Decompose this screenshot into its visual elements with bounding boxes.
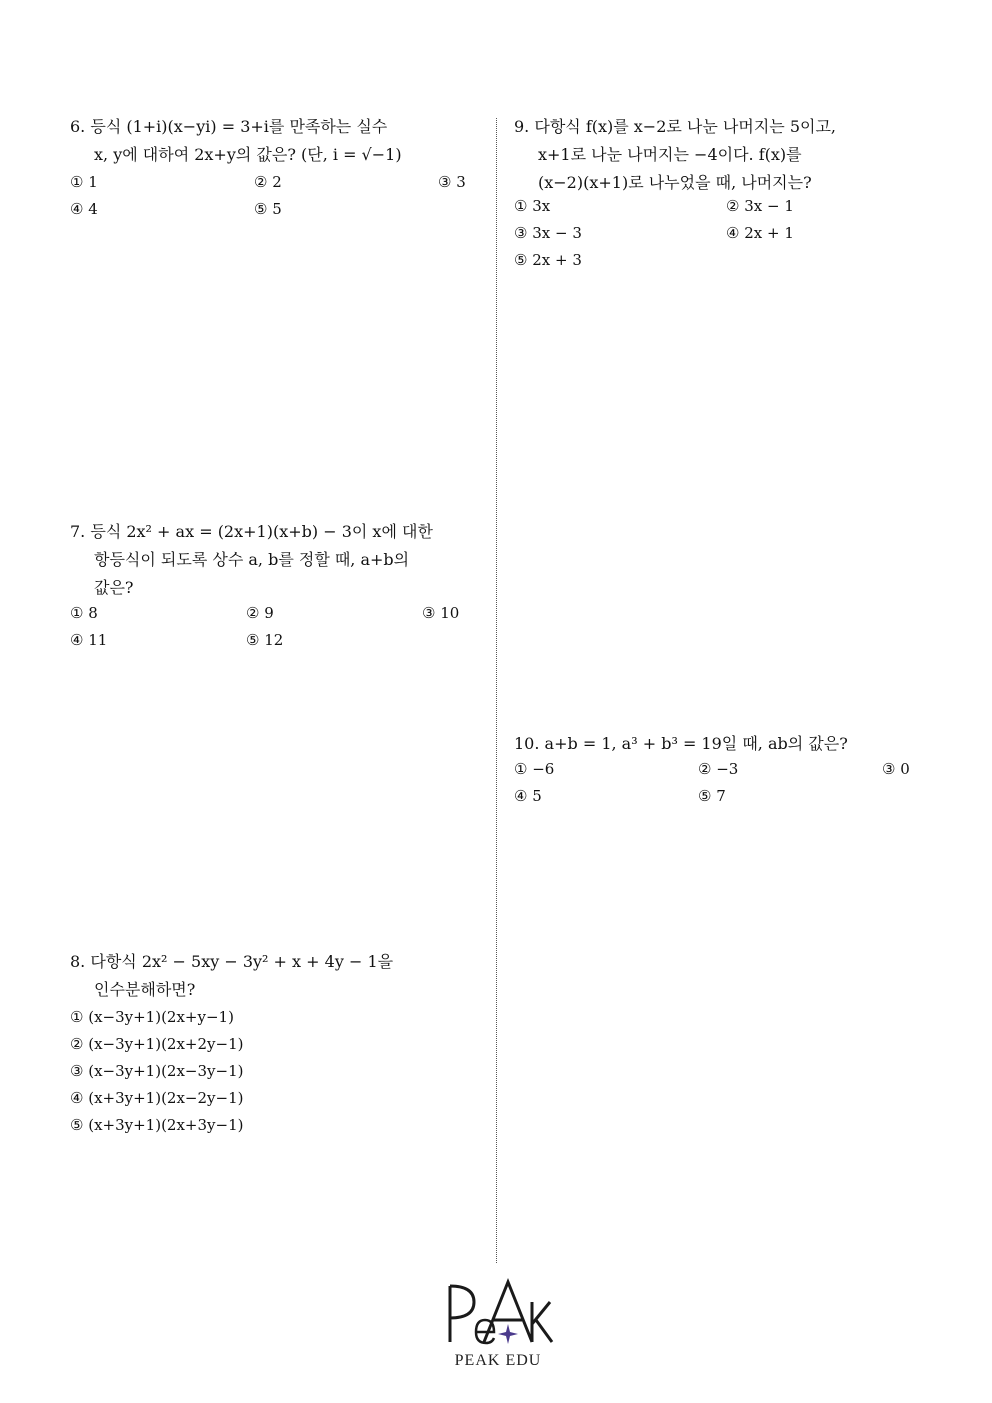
option-2[interactable]: ② (x−3y+1)(2x+2y−1) [70,1035,244,1053]
stem-line: 다항식 f(x)를 x−2로 나눈 나머지는 5이고, [534,117,837,136]
options [70,604,490,660]
option-3[interactable]: ③ (x−3y+1)(2x−3y−1) [70,1062,244,1080]
options [70,1008,490,1148]
option-3[interactable]: ③ 3x − 3 [514,224,582,242]
option-1[interactable]: ① (x−3y+1)(2x+y−1) [70,1008,234,1026]
question-stem [70,518,490,602]
options [70,173,490,229]
question-number: 7. [70,522,86,541]
stem-line: 등식 2x² + ax = (2x+1)(x+b) − 3이 x에 대한 [90,522,433,541]
option-4[interactable]: ④ (x+3y+1)(2x−2y−1) [70,1089,244,1107]
option-5[interactable]: ⑤ 2x + 3 [514,251,582,269]
option-5[interactable]: ⑤ 12 [246,631,284,649]
option-1[interactable]: ① 8 [70,604,98,622]
question-number: 8. [70,952,86,971]
stem-line: (x−2)(x+1)로 나누었을 때, 나머지는? [538,173,812,192]
logo-caption: PEAK EDU [454,1352,542,1369]
option-4[interactable]: ④ 2x + 1 [726,224,794,242]
options [514,197,934,281]
logo-star-icon [498,1324,518,1344]
question-stem [514,113,934,197]
question-10 [514,730,934,816]
option-4[interactable]: ④ 4 [70,200,98,218]
stem-line: 값은? [94,578,134,597]
option-5[interactable]: ⑤ (x+3y+1)(2x+3y−1) [70,1116,244,1134]
question-9 [514,113,934,281]
stem-line: x+1로 나눈 나머지는 −4이다. f(x)를 [538,145,802,164]
stem-line: x, y에 대하여 2x+y의 값은? (단, i = √−1) [94,145,402,164]
option-5[interactable]: ⑤ 5 [254,200,282,218]
stem-line: a+b = 1, a³ + b³ = 19일 때, ab의 값은? [544,734,848,753]
stem-line: 항등식이 되도록 상수 a, b를 정할 때, a+b의 [94,550,410,569]
option-4[interactable]: ④ 5 [514,787,542,805]
option-5[interactable]: ⑤ 7 [698,787,726,805]
question-stem [70,948,490,1004]
question-8 [70,948,490,1148]
question-6 [70,113,490,229]
option-2[interactable]: ② −3 [698,760,739,778]
question-number: 9. [514,117,530,136]
option-1[interactable]: ① −6 [514,760,555,778]
option-3[interactable]: ③ 0 [882,760,910,778]
option-2[interactable]: ② 3x − 1 [726,197,794,215]
option-2[interactable]: ② 9 [246,604,274,622]
logo-letter-p [450,1286,474,1342]
question-stem [70,113,490,169]
column-divider [496,118,497,1263]
option-3[interactable]: ③ 3 [438,173,466,191]
stem-line: 등식 (1+i)(x−yi) = 3+i를 만족하는 실수 [90,117,388,136]
stem-line: 인수분해하면? [94,980,196,999]
logo-letter-k [532,1302,552,1342]
option-2[interactable]: ② 2 [254,173,282,191]
question-stem [514,730,934,758]
option-4[interactable]: ④ 11 [70,631,108,649]
option-1[interactable]: ① 1 [70,173,98,191]
option-1[interactable]: ① 3x [514,197,551,215]
options [514,760,934,816]
option-3[interactable]: ③ 10 [422,604,460,622]
question-7 [70,518,490,660]
question-number: 10. [514,734,540,753]
question-number: 6. [70,117,86,136]
stem-line: 다항식 2x² − 5xy − 3y² + x + 4y − 1을 [90,952,394,971]
